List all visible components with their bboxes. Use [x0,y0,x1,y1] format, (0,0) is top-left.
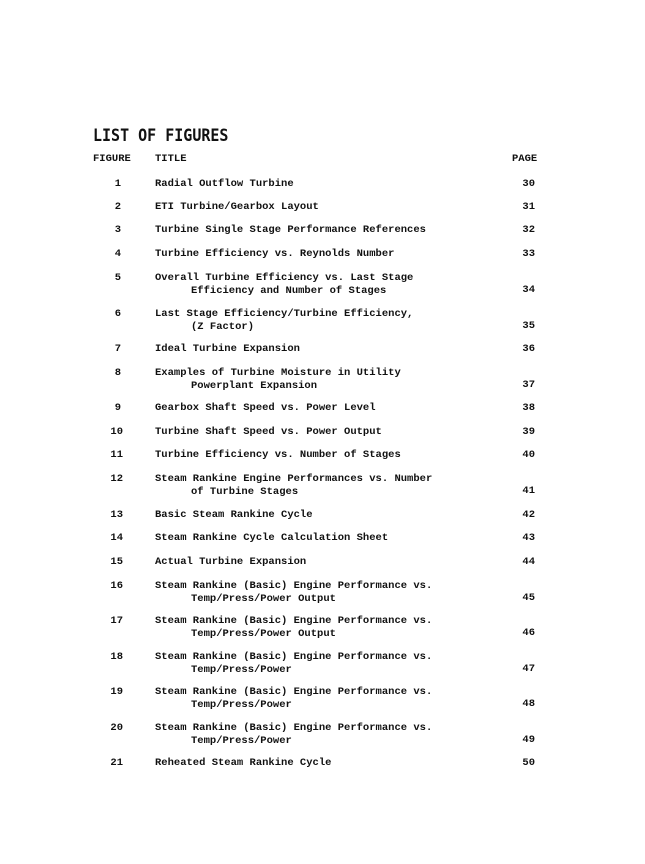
figure-page-number: 34 [522,284,535,296]
figure-number: 6 [114,308,121,320]
figure-title [155,272,495,297]
figure-number: 13 [110,509,123,521]
figure-page-number: 37 [522,379,535,391]
figure-number: 4 [114,248,121,260]
figure-title [155,556,495,569]
figure-title-line1: Last Stage Efficiency/Turbine Efficiency, [155,308,414,320]
column-header-title: TITLE [155,153,187,165]
figure-page-number: 49 [522,734,535,746]
figure-title-line1: Steam Rankine (Basic) Engine Performance vs. [155,722,433,734]
figure-page-number: 32 [522,224,535,236]
figure-page-number: 30 [522,178,535,190]
figure-number: 7 [114,343,121,355]
figure-title [155,343,495,356]
figure-title-line1: Steam Rankine (Basic) Engine Performance vs. [155,686,433,698]
figure-title-line1: Overall Turbine Efficiency vs. Last Stage [155,272,414,284]
figure-number: 3 [114,224,121,236]
figure-number: 21 [110,757,123,769]
figure-page-number: 44 [522,556,535,568]
figure-title [155,248,495,261]
figure-title-line2: (Z Factor) [191,320,255,333]
figure-page-number: 50 [522,757,535,769]
figure-page-number: 31 [522,201,535,213]
figure-page-number: 35 [522,320,535,332]
figure-title [155,308,495,333]
figure-page-number: 45 [522,592,535,604]
figure-number: 19 [110,686,123,698]
figure-title-line1: Steam Rankine Engine Performances vs. Number [155,473,433,485]
figure-title [155,722,495,747]
figure-number: 15 [110,556,123,568]
figure-title-line1: Steam Rankine (Basic) Engine Performance vs. [155,651,433,663]
figure-title-line2: Temp/Press/Power [191,734,292,747]
figure-page-number: 46 [522,627,535,639]
figure-title-line1: Examples of Turbine Moisture in Utility [155,367,401,379]
figure-number: 14 [110,532,123,544]
figure-page-number: 33 [522,248,535,260]
figure-title [155,509,495,522]
figure-title-line1: Gearbox Shaft Speed vs. Power Level [155,402,376,414]
figure-title-line1: Reheated Steam Rankine Cycle [155,757,332,769]
figure-title-line1: Turbine Shaft Speed vs. Power Output [155,426,382,438]
figure-page-number: 47 [522,663,535,675]
figure-page-number: 41 [522,485,535,497]
figure-title-line1: Steam Rankine (Basic) Engine Performance vs. [155,580,433,592]
figure-page-number: 42 [522,509,535,521]
figure-title-line1: Turbine Efficiency vs. Reynolds Number [155,248,395,260]
figure-title [155,426,495,439]
figure-number: 17 [110,615,123,627]
figure-number: 12 [110,473,123,485]
figure-title-line1: ETI Turbine/Gearbox Layout [155,201,319,213]
figure-title-line2: Powerplant Expansion [191,379,318,392]
figure-number: 11 [110,449,123,461]
figure-number: 2 [114,201,121,213]
figure-page-number: 48 [522,698,535,710]
figure-number: 18 [110,651,123,663]
figure-title [155,367,495,392]
figure-title [155,402,495,415]
figure-title [155,686,495,711]
figure-number: 5 [114,272,121,284]
figure-title-line1: Turbine Efficiency vs. Number of Stages [155,449,401,461]
figure-number: 1 [114,178,121,190]
figure-title-line2: Temp/Press/Power [191,698,292,711]
figure-title-line1: Steam Rankine Cycle Calculation Sheet [155,532,389,544]
figure-number: 8 [114,367,121,379]
figure-title [155,449,495,462]
figure-title [155,532,495,545]
figure-page-number: 36 [522,343,535,355]
figure-number: 16 [110,580,123,592]
figure-title-line1: Ideal Turbine Expansion [155,343,300,355]
figure-title-line2: of Turbine Stages [191,485,299,498]
figure-title [155,651,495,676]
figure-title [155,224,495,237]
figure-title [155,178,495,191]
figure-number: 10 [110,426,123,438]
figure-title-line1: Radial Outflow Turbine [155,178,294,190]
figure-title-line1: Steam Rankine (Basic) Engine Performance vs. [155,615,433,627]
figure-title [155,615,495,640]
figure-number: 20 [110,722,123,734]
figure-page-number: 39 [522,426,535,438]
figure-page-number: 38 [522,402,535,414]
column-header-figure: FIGURE [93,153,131,165]
figure-page-number: 43 [522,532,535,544]
figure-title-line1: Basic Steam Rankine Cycle [155,509,313,521]
figure-title-line1: Turbine Single Stage Performance References [155,224,426,236]
figure-title-line1: Actual Turbine Expansion [155,556,307,568]
figure-title-line2: Temp/Press/Power [191,663,292,676]
figure-title [155,580,495,605]
page-heading: LIST OF FIGURES [93,125,229,146]
figure-title-line2: Temp/Press/Power Output [191,592,336,605]
figure-page-number: 40 [522,449,535,461]
figure-title [155,473,495,498]
figure-title [155,757,495,770]
column-header-page: PAGE [512,153,538,165]
figure-title-line2: Temp/Press/Power Output [191,627,336,640]
figure-title-line2: Efficiency and Number of Stages [191,284,387,297]
figure-title [155,201,495,214]
figure-number: 9 [114,402,121,414]
